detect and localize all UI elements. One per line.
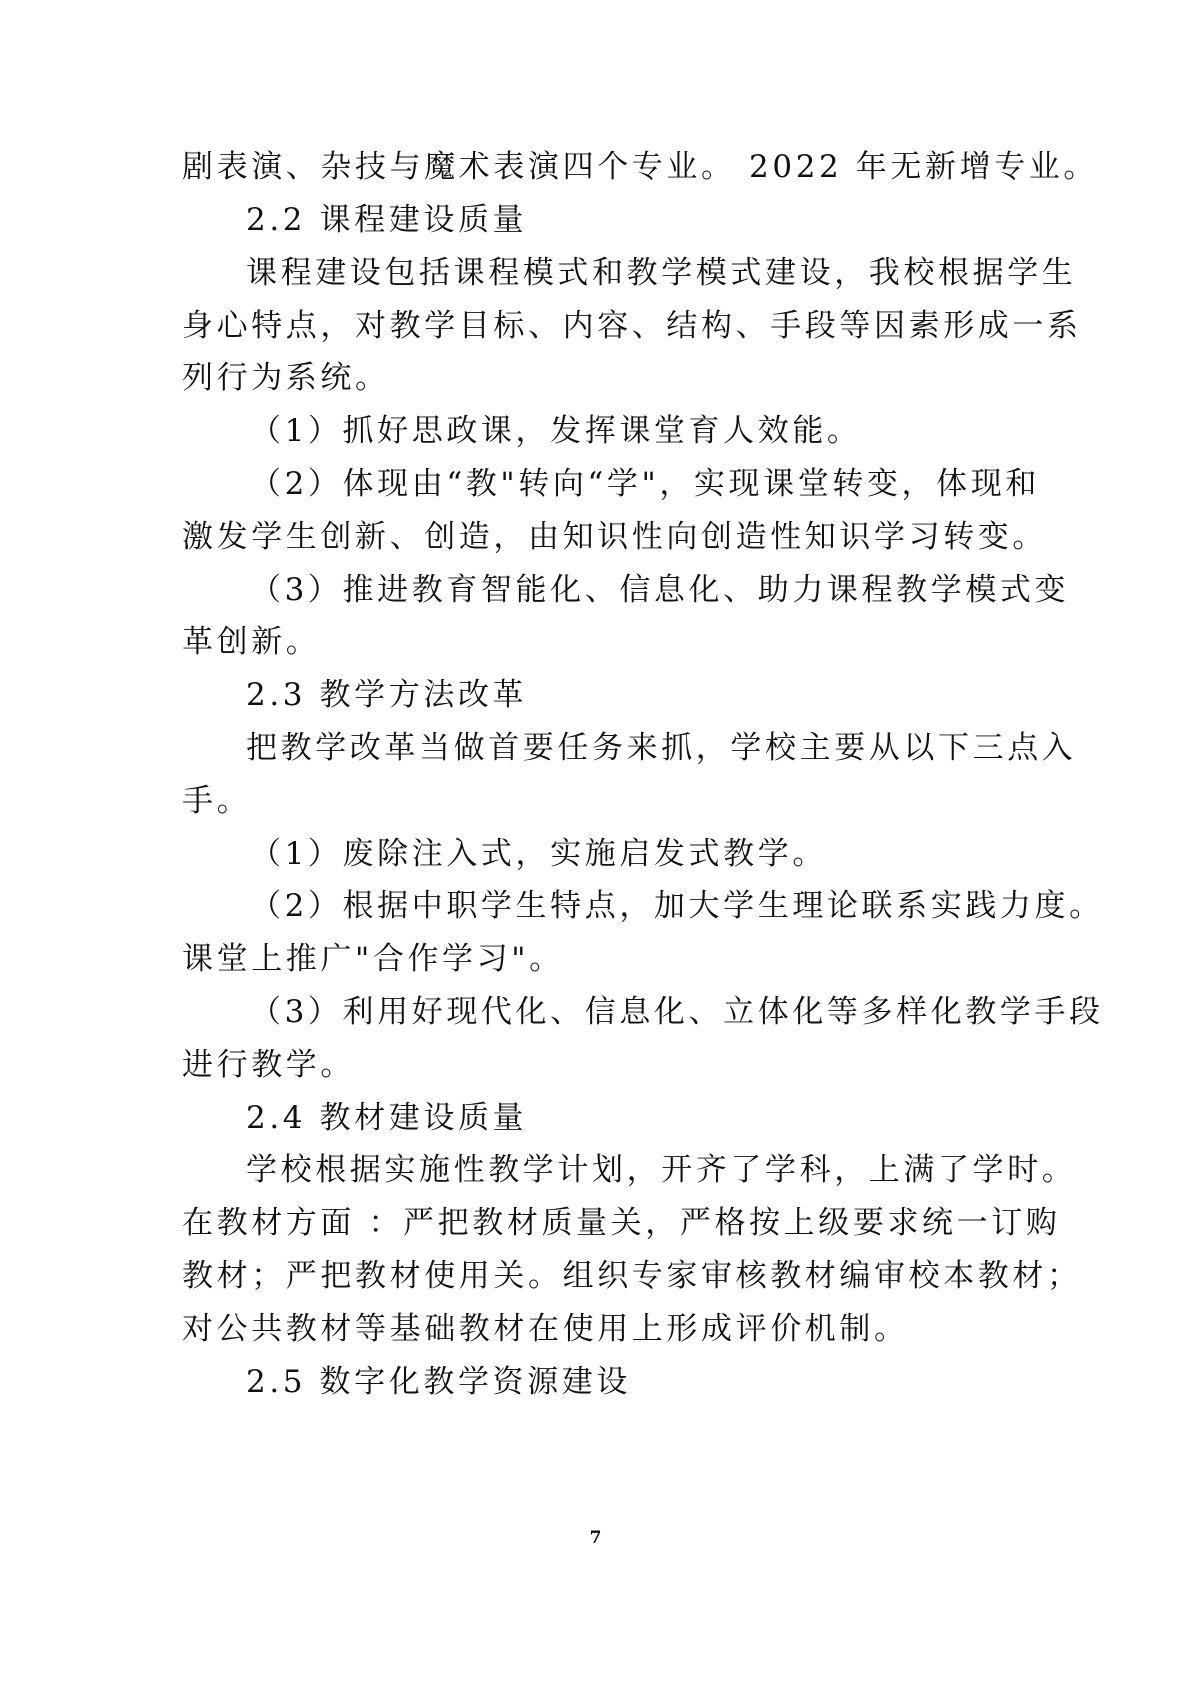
list-item-2: （2）体现由“教"转向“学"，实现课堂转变，体现和 bbox=[250, 466, 1040, 502]
list-item-5: （2）根据中职学生特点，加大学生理论联系实践力度。 bbox=[250, 888, 1104, 924]
text-line-22: 教材；严把教材使用关。组织专家审核教材编审校本教材； bbox=[182, 1258, 1082, 1294]
list-item-1: （1）抓好思政课，发挥课堂育人效能。 bbox=[250, 413, 862, 449]
heading-2-4: 2.4 教材建设质量 bbox=[246, 1100, 528, 1136]
text-line-13: 手。 bbox=[182, 783, 252, 819]
list-item-4: （1）废除注入式，实施启发式教学。 bbox=[250, 836, 827, 872]
text-line-8: 激发学生创新、创造，由知识性向创造性知识学习转变。 bbox=[182, 519, 1047, 555]
text-line-10: 革创新。 bbox=[182, 624, 321, 660]
heading-2-5: 2.5 数字化教学资源建设 bbox=[246, 1364, 631, 1400]
list-item-6: （3）利用好现代化、信息化、立体化等多样化教学手段 bbox=[250, 994, 1104, 1030]
heading-2-3: 2.3 教学方法改革 bbox=[246, 677, 528, 713]
text-line-3: 课程建设包括课程模式和教学模式建设，我校根据学生 bbox=[246, 255, 1077, 291]
text-line-23: 对公共教材等基础教材在使用上形成评价机制。 bbox=[182, 1311, 909, 1347]
text-line-21: 在教材方面 ：严把教材质量关，严格按上级要求统一订购 bbox=[182, 1205, 1061, 1241]
text-line-1: 剧表演、杂技与魔术表演四个专业。 2022 年无新增专业。 bbox=[182, 149, 1098, 185]
text-line-4: 身心特点，对教学目标、内容、结构、手段等因素形成一系 bbox=[182, 308, 1082, 344]
list-item-3: （3）推进教育智能化、信息化、助力课程教学模式变 bbox=[250, 572, 1070, 608]
text-line-18: 进行教学。 bbox=[182, 1047, 355, 1083]
page-number: 7 bbox=[589, 1528, 602, 1548]
text-line-20: 学校根据实施性教学计划，开齐了学科，上满了学时。 bbox=[246, 1152, 1077, 1188]
text-line-12: 把教学改革当做首要任务来抓，学校主要从以下三点入 bbox=[246, 730, 1077, 766]
text-line-16: 课堂上推广"合作学习"。 bbox=[182, 941, 564, 977]
heading-2-2: 2.2 课程建设质量 bbox=[246, 202, 528, 238]
text-line-5: 列行为系统。 bbox=[182, 360, 390, 396]
